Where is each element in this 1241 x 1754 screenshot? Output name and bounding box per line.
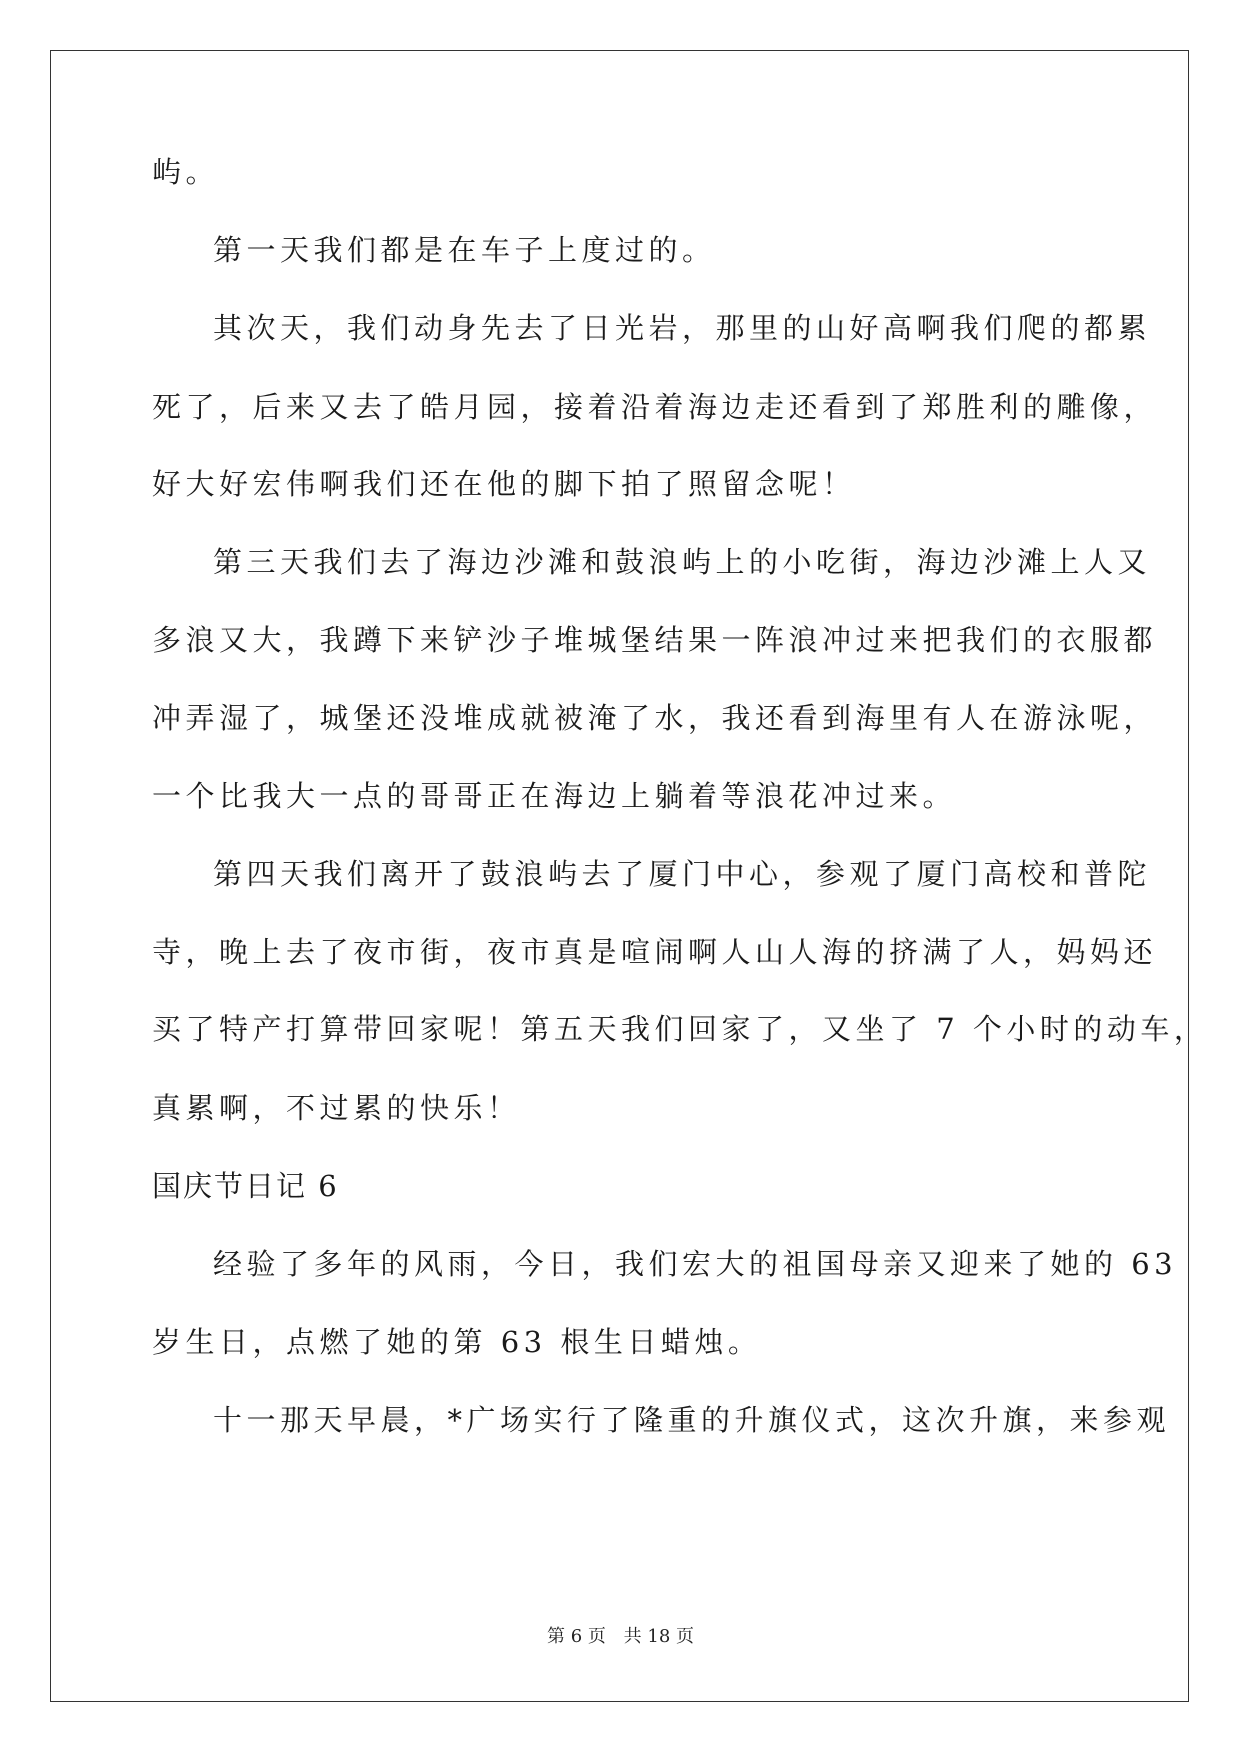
text-line: 第四天我们离开了鼓浪屿去了厦门中心，参观了厦门高校和普陀 xyxy=(213,857,1152,891)
text-line: 岁生日，点燃了她的第 63 根生日蜡烛。 xyxy=(152,1325,762,1359)
text-line: 冲弄湿了，城堡还没堆成就被淹了水，我还看到海里有人在游泳呢， xyxy=(152,701,1158,735)
text-line: 十一那天早晨，*广场实行了隆重的升旗仪式，这次升旗，来参观 xyxy=(213,1403,1171,1437)
page-number: 第 6 页 xyxy=(547,1626,606,1647)
text-line: 真累啊，不过累的快乐！ xyxy=(152,1091,521,1125)
text-line: 第三天我们去了海边沙滩和鼓浪屿上的小吃街，海边沙滩上人又 xyxy=(213,545,1152,579)
text-line: 寺，晚上去了夜市街，夜市真是喧闹啊人山人海的挤满了人，妈妈还 xyxy=(152,935,1158,969)
text-line: 多浪又大，我蹲下来铲沙子堆城堡结果一阵浪冲过来把我们的衣服都 xyxy=(152,623,1158,657)
section-heading: 国庆节日记 6 xyxy=(152,1169,339,1203)
text-line: 好大好宏伟啊我们还在他的脚下拍了照留念呢！ xyxy=(152,467,856,501)
text-line: 买了特产打算带回家呢！第五天我们回家了，又坐了 7 个小时的动车， xyxy=(152,1012,1208,1046)
text-line: 经验了多年的风雨，今日，我们宏大的祖国母亲又迎来了她的 63 xyxy=(213,1247,1178,1281)
page-total: 共 18 页 xyxy=(623,1626,694,1647)
text-line: 一个比我大一点的哥哥正在海边上躺着等浪花冲过来。 xyxy=(152,779,957,813)
text-line: 其次天，我们动身先去了日光岩，那里的山好高啊我们爬的都累 xyxy=(213,311,1152,345)
text-line: 屿。 xyxy=(152,155,220,189)
text-line: 第一天我们都是在车子上度过的。 xyxy=(213,233,716,267)
text-line: 死了，后来又去了皓月园，接着沿着海边走还看到了郑胜利的雕像， xyxy=(152,390,1158,424)
page-footer xyxy=(0,1622,1241,1648)
